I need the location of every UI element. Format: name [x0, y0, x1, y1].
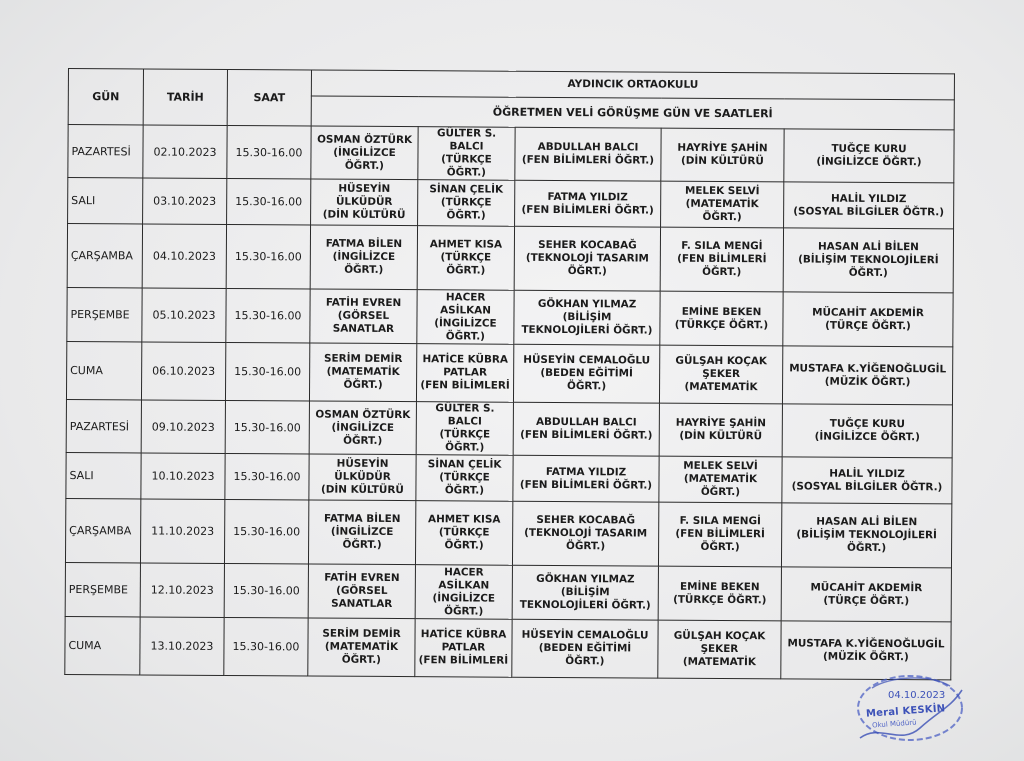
teacher-subject-line: (MATEMATİK [684, 380, 758, 394]
teacher-subject-line: ÜLKÜDÜR [334, 470, 391, 483]
teacher-cell [415, 619, 512, 678]
teacher-subject-line: ÖĞRT.) [445, 329, 485, 343]
teacher-subject-line: (TEKNOLOJİ TASARIM [525, 251, 649, 265]
teacher-subject-line: SANATLAR [331, 597, 393, 610]
table-row [66, 452, 952, 503]
day-cell: ÇARŞAMBA [67, 224, 142, 288]
table-row [66, 399, 952, 457]
teacher-cell [512, 501, 658, 566]
day-cell: PAZARTESİ [68, 125, 143, 178]
teacher-name: SERİM DEMİR [324, 352, 403, 366]
time-cell: 15.30-16.00 [224, 499, 308, 564]
teacher-subject-line: ÖĞRT.) [341, 653, 381, 666]
schedule-sheet [64, 68, 954, 678]
teacher-cell [418, 127, 515, 181]
teacher-cell [660, 227, 783, 292]
teacher-subject-line: (TÜRKÇE ÖĞRT.) [674, 318, 769, 331]
teacher-subject-line: (İNGİLİZCE [434, 316, 497, 330]
teacher-cell [513, 344, 659, 403]
teacher-subject-line: ÖĞRT.) [567, 265, 607, 278]
teacher-subject-line: (FEN BİLİMLERİ [677, 252, 767, 266]
teacher-subject-line: (İNGİLİZCE ÖĞRT.) [333, 146, 396, 172]
teacher-name: SİNAN ÇELİK [427, 458, 502, 471]
teacher-subject-line: (İNGİLİZCE ÖĞRT.) [330, 525, 394, 551]
teacher-cell [513, 455, 659, 502]
teacher-subject-line: (FEN BİLİMLERİ [418, 654, 509, 667]
teacher-name: HAYRİYE ŞAHİN [677, 141, 768, 155]
teacher-cell [417, 226, 514, 291]
teacher-cell [512, 565, 658, 620]
teacher-name: FATMA BİLEN [323, 512, 401, 526]
teacher-subject-line: (DİN KÜLTÜRÜ [679, 429, 763, 443]
teacher-name: ABDULLAH BALCI [535, 415, 637, 429]
teacher-subject-line: (TÜRKÇE ÖĞRT.) [440, 196, 492, 222]
teacher-subject-line: ÖĞRT.) [700, 485, 741, 499]
teacher-subject-line: (SOSYAL BİLGİLER ÖĞTR.) [793, 204, 945, 218]
teacher-subject-line: PATLAR [441, 641, 486, 654]
teacher-cell [514, 226, 660, 291]
teacher-cell [515, 180, 661, 227]
teacher-subject-line: (İNGİLİZCE ÖĞRT.) [332, 250, 396, 276]
teacher-name: EMİNE BEKEN [680, 580, 760, 593]
teacher-subject-line: (İNGİLİZCE ÖĞRT.) [331, 421, 395, 447]
teacher-subject-line: (İNGİLİZCE [432, 591, 496, 605]
teacher-subject-line: (TÜRKÇE ÖĞRT.) [439, 471, 490, 497]
teacher-cell [416, 402, 513, 456]
teacher-cell [309, 343, 416, 402]
day-cell: CUMA [65, 616, 140, 674]
teacher-subject-line: (İNGİLİZCE ÖĞRT.) [814, 430, 920, 444]
teacher-subject-line: (MATEMATİK [324, 640, 399, 654]
teacher-name: FATİH EVREN [325, 296, 402, 310]
teacher-subject-line: (BİLİŞİM TEKNOLOJİLERİ [798, 253, 939, 267]
teacher-cell [660, 291, 783, 346]
time-cell: 15.30-16.00 [224, 563, 308, 618]
teacher-subject-line: (MATEMATİK [682, 655, 756, 669]
teacher-cell [782, 457, 952, 504]
teacher-subject-line: (TEKNOLOJİ TASARIM [524, 526, 648, 540]
day-cell: PERŞEMBE [65, 562, 140, 616]
table-row [66, 341, 952, 404]
header-date: TARİH [143, 69, 227, 126]
teacher-subject-line: (TÜRÇE ÖĞRT.) [825, 319, 911, 332]
table-row [68, 125, 954, 183]
teacher-name: HATİCE KÜBRA [422, 353, 509, 366]
teacher-name: AHMET KISA [428, 513, 501, 526]
teacher-cell [416, 344, 513, 403]
teacher-cell [308, 618, 415, 677]
table-row [65, 498, 951, 567]
teacher-cell [417, 290, 514, 345]
date-cell: 02.10.2023 [143, 125, 227, 179]
teacher-subject-line: ÜLKÜDÜR [335, 195, 393, 208]
teacher-cell [659, 345, 782, 404]
teacher-subject-line: (MATEMATİK [326, 365, 400, 379]
teacher-name: HALİL YILDIZ [829, 467, 905, 480]
teacher-subject-line: (TÜRKÇE ÖĞRT.) [441, 153, 492, 179]
teacher-subject-line: ÖĞRT.) [700, 540, 740, 554]
teacher-subject-line: (TÜRKÇE ÖĞRT.) [439, 428, 491, 454]
teacher-subject-line: (BEDEN EĞİTİMİ [538, 641, 632, 655]
teacher-subject-line: (FEN BİLİMLERİ [420, 379, 510, 392]
teacher-cell [310, 225, 417, 290]
teacher-name: TUĞÇE KURU [831, 142, 907, 156]
teacher-name: GÜLŞAH KOÇAK [673, 629, 766, 643]
table-row [67, 224, 953, 293]
teacher-subject-line: ÖĞRT.) [565, 540, 606, 553]
teacher-name: HALİL YILDIZ [830, 192, 907, 205]
date-cell: 11.10.2023 [140, 499, 224, 564]
teacher-cell [311, 126, 418, 180]
time-cell: 15.30-16.00 [224, 617, 308, 676]
table-row [65, 616, 951, 679]
school-name: AYDINCIK ORTAOKULU [311, 70, 954, 100]
teacher-cell [781, 503, 951, 568]
teacher-subject-line: (BİLİŞİM [562, 311, 612, 324]
teacher-name: MUSTAFA K.YİĞENOĞLUGİL [789, 361, 947, 375]
table-row [68, 178, 954, 229]
teacher-name: GÖKHAN YILMAZ [537, 297, 637, 311]
teacher-name: HACER ASİLKAN [438, 565, 490, 592]
teacher-subject-line: (BİLİŞİM [560, 586, 610, 599]
teacher-subject-line: (GÖRSEL [336, 584, 388, 597]
stamp-role: Okul Müdürü [871, 718, 917, 730]
teacher-subject-line: (MATEMATİK [685, 197, 759, 211]
teacher-name: OSMAN ÖZTÜRK [315, 408, 411, 421]
teacher-subject-line: (MATEMATİK [683, 472, 758, 486]
teacher-name: TUĞÇE KURU [829, 417, 905, 431]
day-cell: ÇARŞAMBA [65, 498, 140, 562]
date-cell: 13.10.2023 [140, 617, 224, 676]
teacher-subject-line: ÖĞRT.) [848, 266, 888, 280]
teacher-subject-line: (SOSYAL BİLGİLER ÖĞTR.) [791, 479, 943, 493]
teacher-name: FATMA YILDIZ [545, 465, 627, 478]
teacher-name: HATİCE KÜBRA [420, 628, 507, 641]
teacher-subject-line: (DİN KÜLTÜRÜ [681, 154, 764, 168]
date-cell: 05.10.2023 [142, 288, 226, 343]
schedule-body [65, 125, 954, 680]
teacher-subject-line: (İNGİLİZCE ÖĞRT.) [816, 155, 922, 169]
date-cell: 03.10.2023 [143, 178, 227, 225]
teacher-subject-line: (GÖRSEL [337, 309, 390, 322]
time-cell: 15.30-16.00 [226, 288, 310, 343]
teacher-cell [512, 619, 658, 678]
teacher-name: FATİH EVREN [324, 571, 400, 585]
teacher-subject-line: ÖĞRT.) [343, 378, 383, 391]
teacher-name: EMİNE BEKEN [681, 305, 762, 318]
teacher-cell [659, 403, 782, 457]
teacher-name: SİNAN ÇELİK [429, 183, 504, 196]
teacher-cell [514, 290, 660, 345]
teacher-subject-line: (FEN BİLİMLERİ ÖĞRT.) [520, 428, 653, 442]
teacher-subject-line: ÖĞRT.) [444, 604, 484, 618]
schedule-table [64, 68, 955, 680]
teacher-cell [783, 292, 953, 347]
teacher-subject-line: (MÜZİK ÖĞRT.) [824, 375, 911, 388]
teacher-name: HASAN ALİ BİLEN [816, 515, 918, 529]
table-row [67, 287, 953, 346]
teacher-name: MELEK SELVİ [683, 459, 758, 473]
teacher-cell [415, 501, 512, 566]
teacher-name: MÜCAHİT AKDEMİR [812, 306, 924, 319]
teacher-cell [781, 567, 951, 622]
teacher-subject-line: (TÜRÇE ÖĞRT.) [823, 594, 910, 607]
teacher-subject-line: (DİN KÜLTÜRÜ [322, 208, 406, 222]
teacher-name: MELEK SELVİ [684, 184, 760, 198]
teacher-name: ABDULLAH BALCI [537, 140, 639, 154]
teacher-name: HACER ASİLKAN [440, 290, 491, 317]
teacher-cell [658, 502, 781, 567]
date-cell: 06.10.2023 [141, 342, 225, 401]
teacher-subject-line: (TÜRKÇE ÖĞRT.) [673, 593, 767, 606]
teacher-cell [310, 289, 417, 344]
teacher-name: GÜLŞAH KOÇAK [675, 354, 768, 368]
teacher-subject-line: SANATLAR [332, 322, 395, 335]
teacher-name: SEHER KOCABAĞ [538, 238, 637, 252]
stamp-name: Meral KESKİN [865, 703, 946, 720]
teacher-name: F. SILA MENGİ [679, 514, 761, 528]
teacher-name: F. SILA MENGİ [681, 239, 763, 253]
teacher-name: HASAN ALİ BİLEN [817, 240, 919, 254]
teacher-cell [416, 455, 513, 502]
time-cell: 15.30-16.00 [225, 400, 309, 454]
teacher-name: MÜCAHİT AKDEMİR [810, 581, 923, 594]
teacher-subject-line: ÖĞRT.) [566, 380, 607, 393]
teacher-cell [513, 402, 659, 456]
teacher-name: HÜSEYİN [336, 457, 389, 470]
teacher-subject-line: (FEN BİLİMLERİ [675, 527, 765, 541]
teacher-subject-line: ŞEKER [702, 367, 741, 381]
schedule-title: ÖĞRETMEN VELİ GÖRÜŞME GÜN VE SAATLERİ [311, 96, 954, 130]
day-cell: SALI [68, 178, 143, 224]
teacher-subject-line: (TÜRKÇE ÖĞRT.) [440, 251, 492, 277]
teacher-cell [658, 620, 781, 679]
header-row-1 [68, 69, 954, 100]
teacher-cell [309, 454, 416, 501]
time-cell: 15.30-16.00 [225, 453, 309, 500]
teacher-subject-line: (MÜZİK ÖĞRT.) [823, 650, 909, 663]
teacher-name: GÜLTER S. BALCI [435, 402, 495, 428]
day-cell: CUMA [66, 341, 141, 399]
teacher-cell [658, 566, 781, 621]
teacher-subject-line: ŞEKER [700, 642, 739, 656]
teacher-cell [311, 179, 418, 226]
teacher-name: AHMET KISA [429, 238, 503, 251]
teacher-subject-line: (DİN KÜLTÜRÜ [321, 483, 404, 497]
teacher-name: GÜLTER S. BALCI [437, 127, 497, 153]
stamp-date: 04.10.2023 [888, 690, 946, 701]
teacher-subject-line: PATLAR [443, 366, 488, 379]
teacher-cell [659, 456, 782, 503]
teacher-name: FATMA YILDIZ [547, 190, 628, 203]
teacher-cell [661, 181, 784, 228]
teacher-subject-line: (FEN BİLİMLERİ ÖĞRT.) [521, 153, 655, 167]
teacher-name: OSMAN ÖZTÜRK [317, 133, 413, 146]
teacher-subject-line: (BEDEN EĞİTİMİ [540, 366, 633, 380]
teacher-name: HÜSEYİN [338, 182, 391, 195]
header-time: SAAT [227, 69, 311, 126]
day-cell: PERŞEMBE [67, 287, 142, 341]
teacher-cell [308, 564, 415, 619]
teacher-subject-line: TEKNOLOJİLERİ ÖĞRT.) [521, 323, 653, 337]
date-cell: 04.10.2023 [142, 224, 226, 289]
teacher-name: SEHER KOCABAĞ [536, 513, 636, 527]
teacher-subject-line: ÖĞRT.) [847, 541, 887, 555]
teacher-subject-line: (BİLİŞİM TEKNOLOJİLERİ [796, 528, 937, 542]
teacher-name: GÖKHAN YILMAZ [536, 572, 635, 586]
day-cell: PAZARTESİ [66, 399, 141, 452]
teacher-cell [515, 127, 661, 181]
teacher-name: SERİM DEMİR [322, 627, 401, 641]
teacher-cell [308, 500, 415, 565]
teacher-subject-line: ÖĞRT.) [702, 265, 742, 279]
teacher-subject-line: (TÜRKÇE ÖĞRT.) [438, 526, 490, 552]
date-cell: 12.10.2023 [140, 563, 224, 618]
teacher-name: HAYRİYE ŞAHİN [675, 416, 766, 430]
teacher-cell [415, 565, 512, 620]
teacher-subject-line: ÖĞRT.) [565, 655, 605, 668]
time-cell: 15.30-16.00 [225, 342, 309, 401]
teacher-cell [782, 346, 952, 405]
teacher-cell [784, 129, 954, 183]
teacher-cell [783, 228, 953, 293]
teacher-cell [782, 404, 952, 458]
teacher-name: MUSTAFA K.YİĞENOĞLUGİL [787, 636, 945, 650]
teacher-subject-line: (FEN BİLİMLERİ ÖĞRT.) [519, 478, 653, 492]
teacher-subject-line: (FEN BİLİMLERİ ÖĞRT.) [521, 203, 654, 217]
teacher-cell [661, 128, 784, 182]
teacher-cell [418, 180, 515, 227]
header-day: GÜN [68, 69, 143, 125]
date-cell: 09.10.2023 [141, 400, 225, 454]
time-cell: 15.30-16.00 [227, 178, 311, 225]
teacher-name: HÜSEYİN CEMALOĞLU [523, 353, 651, 367]
teacher-subject-line: ÖĞRT.) [702, 210, 742, 224]
teacher-cell [784, 182, 954, 229]
teacher-name: FATMA BİLEN [325, 237, 403, 251]
table-row [65, 562, 951, 621]
teacher-cell [309, 401, 416, 455]
time-cell: 15.30-16.00 [226, 224, 310, 289]
time-cell: 15.30-16.00 [227, 125, 311, 179]
day-cell: SALI [66, 452, 141, 498]
teacher-name: HÜSEYİN CEMALOĞLU [521, 628, 649, 642]
teacher-subject-line: TEKNOLOJİLERİ ÖĞRT.) [519, 598, 651, 612]
date-cell: 10.10.2023 [141, 453, 225, 500]
